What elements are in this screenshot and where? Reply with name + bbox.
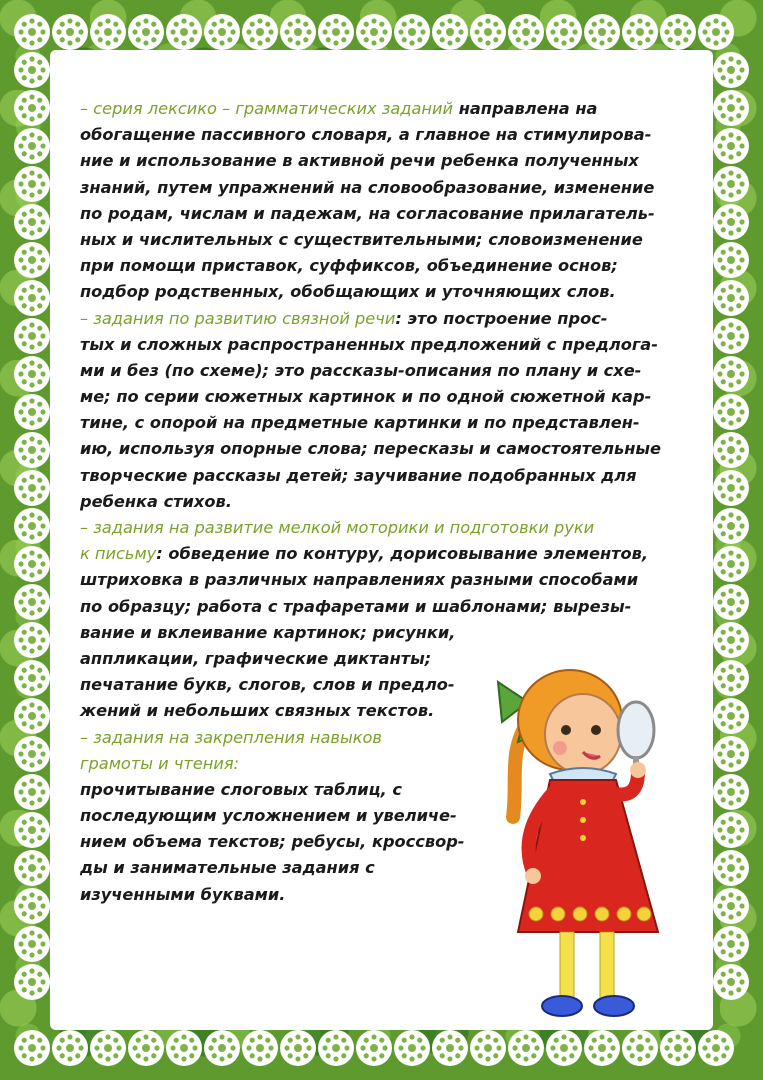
- lace-rosette: [14, 242, 50, 278]
- lace-rosette: [14, 660, 50, 696]
- lace-rosette: [14, 926, 50, 962]
- lace-rosette: [318, 1030, 354, 1066]
- text-line: грамоты и чтения:: [80, 753, 240, 773]
- lace-rosette: [713, 812, 749, 848]
- lace-rosette: [14, 90, 50, 126]
- girl-with-mirror-icon: [488, 652, 698, 1030]
- lace-rosette: [14, 888, 50, 924]
- text-line: по образцу; работа с трафаретами и шаблонами; вырезы-: [80, 596, 632, 616]
- lace-rosette: [128, 1030, 164, 1066]
- lace-rosette: [660, 1030, 696, 1066]
- lace-rosette: [470, 1030, 506, 1066]
- lace-rosette: [52, 14, 88, 50]
- lace-rosette: [713, 470, 749, 506]
- lace-rosette: [713, 888, 749, 924]
- text-line: знаний, путем упражнений на словообразование, изменение: [80, 177, 655, 197]
- lace-rosette: [713, 242, 749, 278]
- lace-rosette: [14, 14, 50, 50]
- text-line: ды и занимательные задания с: [80, 858, 375, 878]
- lace-rosette: [14, 356, 50, 392]
- lace-rosette: [713, 52, 749, 88]
- lace-rosette: [713, 736, 749, 772]
- lace-rosette: [14, 470, 50, 506]
- lace-rosette: [698, 14, 734, 50]
- text-line: штриховка в различных направлениях разными способами: [80, 570, 639, 590]
- lace-rosette: [713, 698, 749, 734]
- lace-rosette: [713, 850, 749, 886]
- lace-rosette: [622, 14, 658, 50]
- lace-rosette: [713, 546, 749, 582]
- lace-rosette: [90, 1030, 126, 1066]
- lace-rosette: [14, 432, 50, 468]
- lace-rosette: [584, 1030, 620, 1066]
- lace-rosette: [280, 14, 316, 50]
- lace-rosette: [713, 394, 749, 430]
- text-line: ми и без (по схеме); это рассказы-описания по плану и схе-: [80, 360, 642, 380]
- lace-rosette: [713, 90, 749, 126]
- lace-rosette: [14, 318, 50, 354]
- lace-rosette: [713, 584, 749, 620]
- lace-rosette: [584, 14, 620, 50]
- lace-rosette: [166, 1030, 202, 1066]
- lace-rosette: [14, 280, 50, 316]
- lace-rosette: [508, 1030, 544, 1066]
- lace-rosette: [356, 1030, 392, 1066]
- lace-rosette: [713, 280, 749, 316]
- text-line: аппликации, графические диктанты;: [80, 648, 432, 668]
- lace-rosette: [14, 394, 50, 430]
- lace-rosette: [356, 14, 392, 50]
- lace-rosette: [14, 128, 50, 164]
- lace-rosette: [166, 14, 202, 50]
- lace-rosette: [713, 508, 749, 544]
- lace-rosette: [14, 698, 50, 734]
- text-line: нием объема текстов; ребусы, кроссвор-: [80, 832, 465, 852]
- lace-rosette: [394, 14, 430, 50]
- text-line: обогащение пассивного словаря, а главное на стимулирова-: [80, 125, 652, 145]
- text-line: ию, используя опорные слова; пересказы и самостоятельные: [80, 439, 661, 459]
- text-line: тине, с опорой на предметные картинки и по представлен-: [80, 413, 640, 433]
- lace-rosette: [14, 622, 50, 658]
- text-line: при помощи приставок, суффиксов, объединение основ;: [80, 256, 618, 276]
- text-line: подбор родственных, обобщающих и уточняющих слов.: [80, 282, 616, 302]
- lace-rosette: [14, 546, 50, 582]
- text-line: ных и числительных с существительными; словоизменение: [80, 229, 643, 249]
- lace-rosette: [713, 356, 749, 392]
- lace-rosette: [14, 774, 50, 810]
- lace-rosette: [204, 1030, 240, 1066]
- lace-rosette: [622, 1030, 658, 1066]
- lace-rosette: [14, 736, 50, 772]
- text-line: жений и небольших связных текстов.: [80, 701, 435, 721]
- lace-rosette: [713, 774, 749, 810]
- text-line: вание и вклеивание картинок; рисунки,: [80, 622, 456, 642]
- lace-rosette: [432, 14, 468, 50]
- lace-rosette: [432, 1030, 468, 1066]
- lace-rosette: [14, 1030, 50, 1066]
- lace-rosette: [470, 14, 506, 50]
- text-line: творческие рассказы детей; заучивание подобранных для: [80, 465, 637, 485]
- lace-rosette: [546, 14, 582, 50]
- text-line: последующим усложнением и увеличе-: [80, 806, 457, 826]
- lace-rosette: [713, 318, 749, 354]
- lace-rosette: [14, 964, 50, 1000]
- text-line: – задания по развитию связной речи: это построение прос-: [80, 308, 608, 328]
- text-line: – задания на закрепления навыков: [80, 727, 382, 747]
- text-line: – задания на развитие мелкой моторики и подготовки руки: [80, 518, 595, 537]
- lace-rosette: [14, 52, 50, 88]
- lace-rosette: [14, 812, 50, 848]
- lace-rosette: [14, 166, 50, 202]
- lace-rosette: [204, 14, 240, 50]
- lace-rosette: [713, 204, 749, 240]
- text-line: – серия лексико – грамматических заданий направлена на: [80, 99, 598, 118]
- lace-rosette: [546, 1030, 582, 1066]
- text-line: тых и сложных распространенных предложений с предлога-: [80, 334, 658, 354]
- lace-rosette: [128, 14, 164, 50]
- text-line: ние и использование в активной речи ребенка полученных: [80, 151, 639, 171]
- text-line: к письму: обведение по контуру, дорисовывание элементов,: [80, 544, 649, 564]
- lace-rosette: [713, 166, 749, 202]
- lace-rosette: [660, 14, 696, 50]
- lace-rosette: [394, 1030, 430, 1066]
- text-line: печатание букв, слогов, слов и предло-: [80, 675, 455, 695]
- lace-rosette: [52, 1030, 88, 1066]
- lace-rosette: [713, 926, 749, 962]
- lace-rosette: [280, 1030, 316, 1066]
- lace-rosette: [14, 584, 50, 620]
- text-line: прочитывание слоговых таблиц, с: [80, 779, 402, 799]
- lace-rosette: [713, 964, 749, 1000]
- text-line: ребенка стихов.: [80, 491, 232, 511]
- lace-rosette: [318, 14, 354, 50]
- lace-rosette: [90, 14, 126, 50]
- lace-rosette: [242, 1030, 278, 1066]
- lace-rosette: [713, 128, 749, 164]
- lace-rosette: [508, 14, 544, 50]
- lace-rosette: [14, 204, 50, 240]
- lace-rosette: [14, 508, 50, 544]
- lace-rosette: [713, 432, 749, 468]
- lace-rosette: [242, 14, 278, 50]
- lace-rosette: [14, 850, 50, 886]
- lace-rosette: [698, 1030, 734, 1066]
- lace-rosette: [713, 622, 749, 658]
- lace-rosette: [713, 660, 749, 696]
- text-line: по родам, числам и падежам, на согласование прилагатель-: [80, 203, 655, 223]
- text-line: ме; по серии сюжетных картинок и по одной сюжетной кар-: [80, 387, 652, 407]
- text-line: изученными буквами.: [80, 884, 286, 904]
